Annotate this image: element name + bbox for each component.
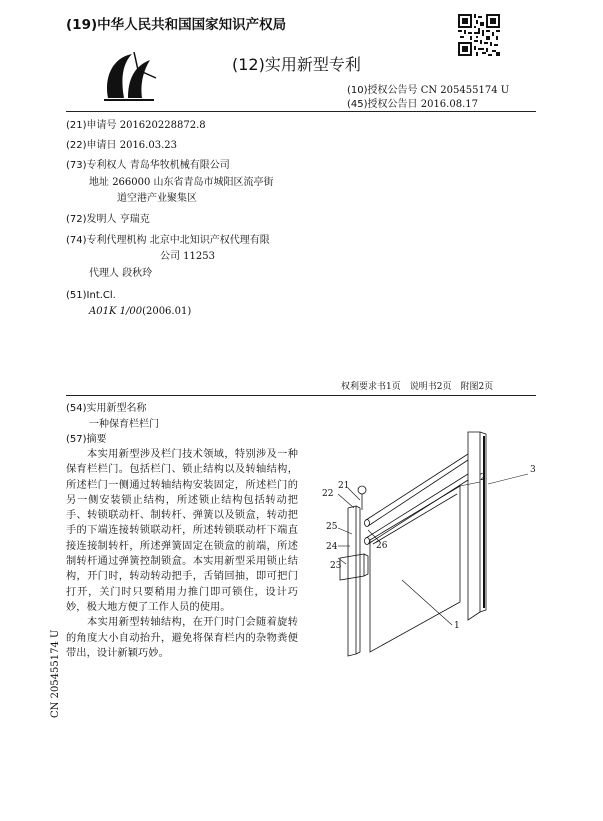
- inventor: 亨瑞克: [119, 214, 150, 225]
- drawing-leader-22: [338, 494, 354, 508]
- drawing-label-22: 22: [322, 489, 334, 499]
- drawing-post-stripe: [483, 436, 485, 608]
- document-type: (12)实用新型专利: [232, 55, 361, 74]
- section-divider: [66, 395, 536, 396]
- intcl-code: A01K 1/00: [89, 306, 143, 317]
- pages-info: 权利要求书1页 说明书2页 附图2页: [341, 382, 494, 392]
- application-date-label: (22)申请日: [66, 140, 117, 151]
- cnipa-logo: [98, 48, 160, 106]
- drawing-post: [468, 432, 480, 620]
- publication-number-label: (10)授权公告号: [347, 85, 418, 96]
- drawing-left-post-side: [356, 506, 360, 654]
- inventor-row: [66, 213, 150, 226]
- agency-line-2: 公司 11253: [160, 251, 215, 262]
- drawing-lock-box-side: [364, 554, 368, 576]
- drawing-handle-knob: [358, 486, 366, 494]
- agent-row: [89, 267, 152, 280]
- abstract-paragraph-2: 本实用新型转轴结构，在开门时门会随着旋转的角度大小自动抬升，避免将保育栏内的杂物粪便带出，设计新颖巧妙。: [66, 617, 298, 659]
- agent-label: 代理人: [89, 268, 119, 279]
- drawing-rail-1b: [368, 460, 468, 526]
- drawing-leader-1: [402, 580, 452, 625]
- drawing-label-21: 21: [338, 481, 350, 491]
- drawing-label-2: 2: [480, 473, 486, 483]
- drawing-leader-25: [338, 528, 352, 534]
- header-divider: [66, 111, 536, 112]
- drawing-left-post: [348, 506, 356, 656]
- publication-date-row: [347, 98, 478, 111]
- abstract-paragraph-1: 本实用新型涉及栏门技术领域，特别涉及一种保育栏栏门。包括栏门、锁止结构以及转轴结构，所述栏门一侧通过转轴结构安装固定，所述栏门的另一侧安装锁止结构，所述锁止结构包括转动把手、转锁联动杆、制转杆、弹簧以及锁盒，转动把手的下端连接转锁联动杆，所述转锁联动杆下端直接连接制转杆，所述弹簧固定在锁盒的前端，所述制转杆通过弹簧控制锁盒。本实用新型采用锁止结构，开门时，转动转动把手，舌销回抽，即可把门打开，关门时只要稍用力推门即可锁住，设计巧妙，极大地方便了工作人员的使用。: [66, 449, 298, 613]
- drawing-rail-2: [366, 474, 468, 538]
- application-date: 2016.03.23: [119, 140, 177, 151]
- abstract-label: (57)摘要: [66, 434, 107, 445]
- patentee-row: [66, 159, 230, 172]
- application-number-label: (21)申请号: [66, 120, 117, 131]
- drawing-label-23: 23: [330, 561, 342, 571]
- drawing-leader-2: [460, 482, 480, 486]
- drawing-label-3: 3: [530, 465, 536, 475]
- address-line-1: 266000 山东省青岛市城阳区流亭街: [112, 177, 274, 188]
- side-publication-code: CN 205455174 U: [50, 629, 61, 718]
- drawing-rail-end-2: [365, 538, 370, 545]
- agency-label: (74)专利代理机构: [66, 235, 147, 246]
- intcl-year: (2006.01): [142, 306, 192, 317]
- patentee-label: (73)专利权人: [66, 160, 127, 171]
- publication-number: CN 205455174 U: [420, 85, 510, 96]
- drawing-rail-2b: [368, 480, 468, 544]
- title-label: (54)实用新型名称: [66, 403, 147, 414]
- intcl-row: [89, 305, 191, 318]
- drawing-gate-edge: [373, 494, 457, 544]
- drawing-label-24: 24: [326, 542, 338, 552]
- drawing-rail-end-1: [365, 520, 370, 527]
- application-number-row: [66, 119, 206, 132]
- application-number: 201620228872.8: [119, 120, 206, 131]
- drawing-leader-3: [488, 474, 528, 484]
- publication-date-label: (45)授权公告日: [347, 99, 418, 110]
- inventor-label: (72)发明人: [66, 214, 117, 225]
- patent-drawing: [310, 430, 540, 680]
- office-name: (19)中华人民共和国国家知识产权局: [66, 17, 287, 33]
- agency-line-1: 北京中北知识产权代理有限: [149, 235, 270, 246]
- qr-code: [458, 14, 500, 56]
- address-line-2: 道空港产业聚集区: [117, 193, 197, 204]
- application-date-row: [66, 139, 177, 152]
- abstract-text: [66, 447, 298, 661]
- patentee: 青岛华牧机械有限公司: [129, 160, 230, 171]
- intcl-label: (51)Int.Cl.: [66, 290, 116, 301]
- utility-model-title: 一种保育栏栏门: [89, 419, 159, 430]
- agency-row: [66, 234, 270, 247]
- drawing-rail-1: [366, 454, 468, 520]
- drawing-label-26: 26: [376, 541, 388, 551]
- address-row: [89, 176, 274, 189]
- publication-number-row: [347, 84, 509, 97]
- drawing-gate-panel: [370, 486, 460, 652]
- agent: 段秋玲: [122, 268, 153, 279]
- publication-date: 2016.08.17: [420, 99, 478, 110]
- drawing-label-1: 1: [454, 621, 460, 631]
- drawing-label-25: 25: [326, 522, 338, 532]
- address-label: 地址: [89, 177, 109, 188]
